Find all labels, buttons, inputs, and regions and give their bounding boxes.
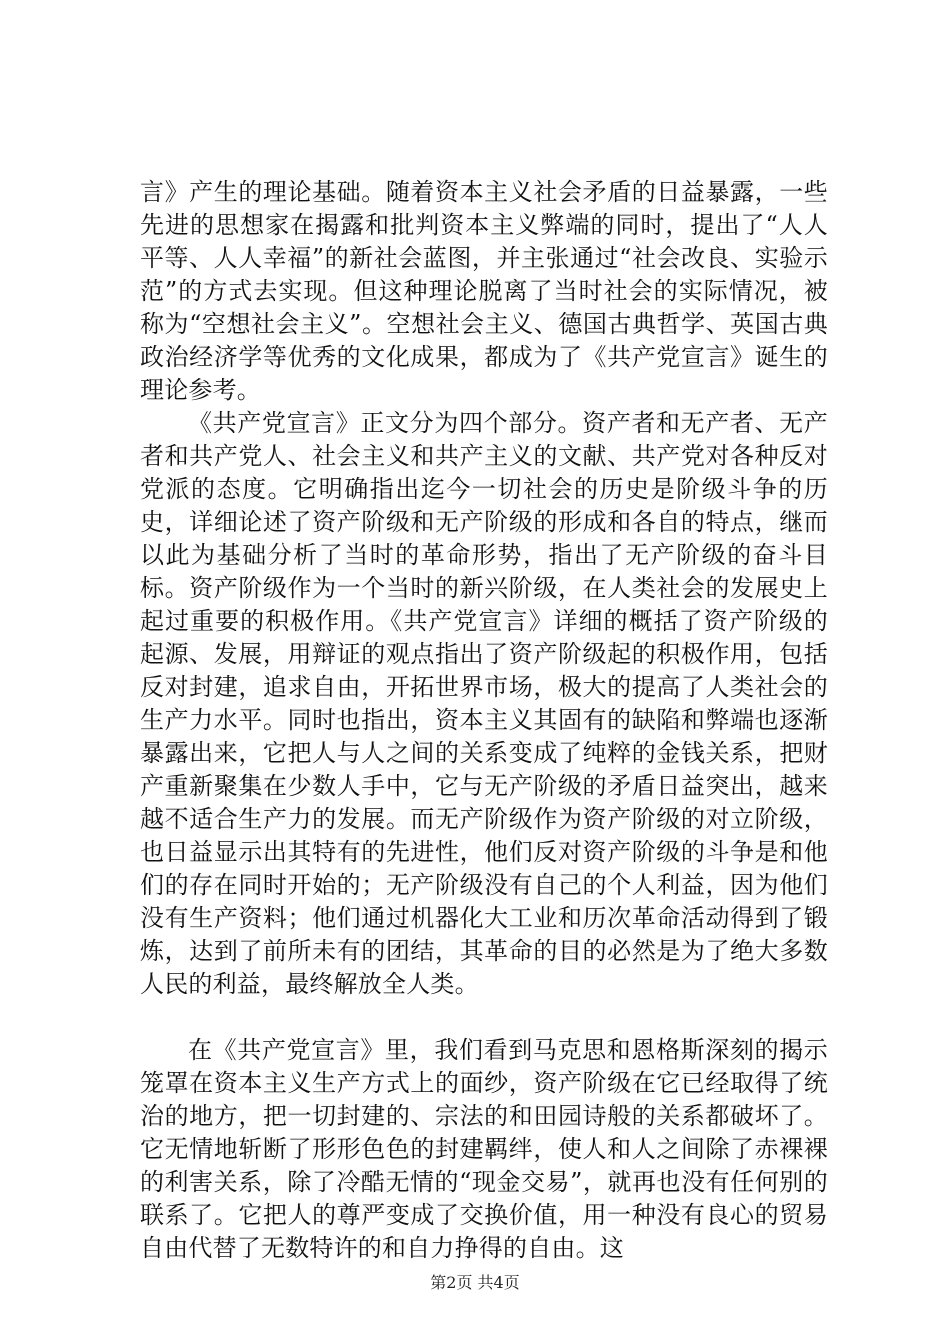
page-footer: 第2页 共4页 — [430, 1273, 520, 1292]
paragraph-continuation: 言》产生的理论基础。随着资本主义社会矛盾的日益暴露，一些先进的思想家在揭露和批判资本主义弊端的同时，提出了“人人平等、人人幸福”的新社会蓝图，并主张通过“社会改良、实验示范”的方式去实现。但这种理论脱离了当时社会的实际情况，被称为“空想社会主义”。空想社会主义、德国古典哲学、英国古典政治经济学等优秀的文化成果，都成为了《共产党宣言》诞生的理论参考。 — [140, 178, 828, 404]
paragraph-manifesto-reveal: 在《共产党宣言》里，我们看到马克思和恩格斯深刻的揭示笼罩在资本主义生产方式上的面纱，资产阶级在它已经取得了统治的地方，把一切封建的、宗法的和田园诗般的关系都破坏了。它无情地斩断了形形色色的封建羁绊，使人和人之间除了赤裸裸的利害关系，除了冷酷无情的“现金交易”，就再也没有任何别的联系了。它把人的尊严变成了交换价值，用一种没有良心的贸易自由代替了无数特许的和自力挣得的自由。这 — [140, 1036, 828, 1262]
paragraph-manifesto-structure: 《共产党宣言》正文分为四个部分。资产者和无产者、无产者和共产党人、社会主义和共产主义的文献、共产党对各种反对党派的态度。它明确指出迄今一切社会的历史是阶级斗争的历史，详细论述了资产阶级和无产阶级的形成和各自的特点，继而以此为基础分析了当时的革命形势，指出了无产阶级的奋斗目标。资产阶级作为一个当时的新兴阶级，在人类社会的发展史上起过重要的积极作用。《共产党宣言》详细的概括了资产阶级的起源、发展，用辩证的观点指出了资产阶级起的积极作用，包括反对封建，追求自由，开拓世界市场，极大的提高了人类社会的生产力水平。同时也指出，资本主义其固有的缺陷和弊端也逐渐暴露出来，它把人与人之间的关系变成了纯粹的金钱关系，把财产重新聚集在少数人手中，它与无产阶级的矛盾日益突出，越来越不适合生产力的发展。而无产阶级作为资产阶级的对立阶级，也日益显示出其特有的先进性，他们反对资产阶级的斗争是和他们的存在同时开始的；无产阶级没有自己的个人利益，因为他们没有生产资料；他们通过机器化大工业和历次革命活动得到了锻炼，达到了前所未有的团结，其革命的目的必然是为了绝大多数人民的利益，最终解放全人类。 — [140, 409, 828, 998]
document-body — [140, 176, 828, 1265]
paragraph-spacer — [140, 1001, 828, 1034]
